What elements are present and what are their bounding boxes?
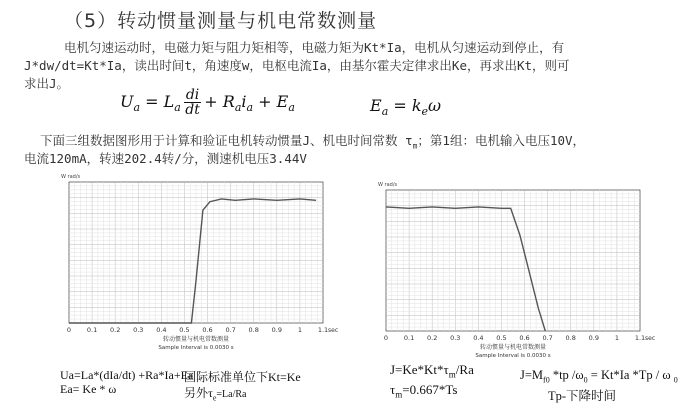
x-tick-label: 0.9 bbox=[588, 334, 599, 342]
x-tick-label: 0.7 bbox=[542, 334, 553, 342]
x-tick-label: 0.8 bbox=[565, 334, 576, 342]
x-tick-label: 0.5 bbox=[496, 334, 507, 342]
x-tick-label: 0.3 bbox=[133, 326, 144, 334]
y-axis-label: W rad/s bbox=[61, 174, 81, 180]
x-tick-label: 0.7 bbox=[225, 326, 236, 334]
x-tick-label: 0.1 bbox=[86, 326, 98, 334]
chart-footer: Sample Interval is 0.0030 s bbox=[158, 345, 234, 351]
x-tick-label: 0.3 bbox=[450, 334, 461, 342]
x-tick-label: 1.1 bbox=[317, 326, 329, 334]
x-tick-label: 0.2 bbox=[427, 334, 438, 342]
x-tick-label: 0.1 bbox=[403, 334, 415, 342]
chart-left bbox=[55, 170, 345, 362]
y-axis-label: W rad/s bbox=[378, 182, 398, 188]
paragraph2-line1: 下面三组数据图形用于计算和验证电机转动惯量J、机电时间常数 $\tau_m$；第1组：电机输入电压10V， bbox=[40, 133, 586, 151]
note-kt-ke: 国际标准单位下Kt=Ke bbox=[184, 370, 301, 384]
x-tick-label: 0.4 bbox=[156, 326, 167, 334]
x-tick-label: 1 bbox=[297, 326, 302, 334]
x-tick-label: 0.9 bbox=[271, 326, 282, 334]
note-j-formula: $J=Ke*Kt*\tau_m/Ra$ bbox=[390, 362, 474, 380]
x-tick-label: 0 bbox=[66, 326, 72, 334]
note-tp: Tp-下降时间 bbox=[548, 389, 617, 403]
chart-title: 转动惯量与机电常数测量 bbox=[479, 344, 547, 351]
equation-voltage: $U_a = L_a$ $\frac{di}{dt}$ + $R_ai_a + E_a$ bbox=[120, 87, 295, 118]
equation-back-emf: $E_a = k_e\omega$ bbox=[370, 96, 442, 119]
chart-right bbox=[372, 178, 662, 368]
note-j-from-mf: $J=M_{f0}$ *tp $/\omega_0 = Kt*Ia$ *Tp / ω $_0$ bbox=[520, 368, 678, 385]
chart-title: 转动惯量与机电常数测量 bbox=[162, 336, 230, 343]
chart-footer: Sample Interval is 0.0030 s bbox=[475, 353, 551, 359]
x-tick-label: 0.6 bbox=[519, 334, 530, 342]
x-tick-label: 0.8 bbox=[248, 326, 259, 334]
note-tau-e: 另外$\tau_e=La/Ra$ bbox=[184, 386, 247, 403]
paragraph2-line2: 电流120mA，转速202.4转/分，测速机电压3.44V bbox=[24, 151, 307, 166]
x-axis-label: sec bbox=[645, 335, 656, 342]
x-tick-label: 0.5 bbox=[179, 326, 190, 334]
x-tick-label: 0.6 bbox=[202, 326, 213, 334]
x-tick-label: 0 bbox=[383, 334, 389, 342]
x-tick-label: 1 bbox=[614, 334, 619, 342]
paragraph1-line1: 电机匀速运动时，电磁力矩与阻力矩相等，电磁力矩为Kt*Ia，电机从匀速运动到停止，有 bbox=[64, 40, 565, 55]
x-axis-label: sec bbox=[328, 327, 339, 334]
derivative-fraction: $\frac{di}{dt}$ bbox=[185, 87, 200, 118]
x-tick-label: 1.1 bbox=[634, 334, 646, 342]
note-tau-m: $\tau_m=0.667*Ts$ bbox=[390, 382, 458, 400]
x-tick-label: 0.4 bbox=[473, 334, 484, 342]
note-formula-ea: Ea= Ke * ω bbox=[60, 382, 117, 396]
x-tick-label: 0.2 bbox=[110, 326, 121, 334]
paragraph1-line2: J*dw/dt=Kt*Ia，读出时间t，角速度w，电枢电流Ia，由基尔霍夫定律求出Ke，再求出Kt，则可 bbox=[24, 58, 570, 73]
paragraph1-line3: 求出J。 bbox=[24, 76, 70, 91]
section-heading: （5）转动惯量测量与机电常数测量 bbox=[64, 10, 378, 32]
note-formula-ua: Ua=La*(dIa/dt) +Ra*Ia+Ea bbox=[60, 368, 194, 382]
